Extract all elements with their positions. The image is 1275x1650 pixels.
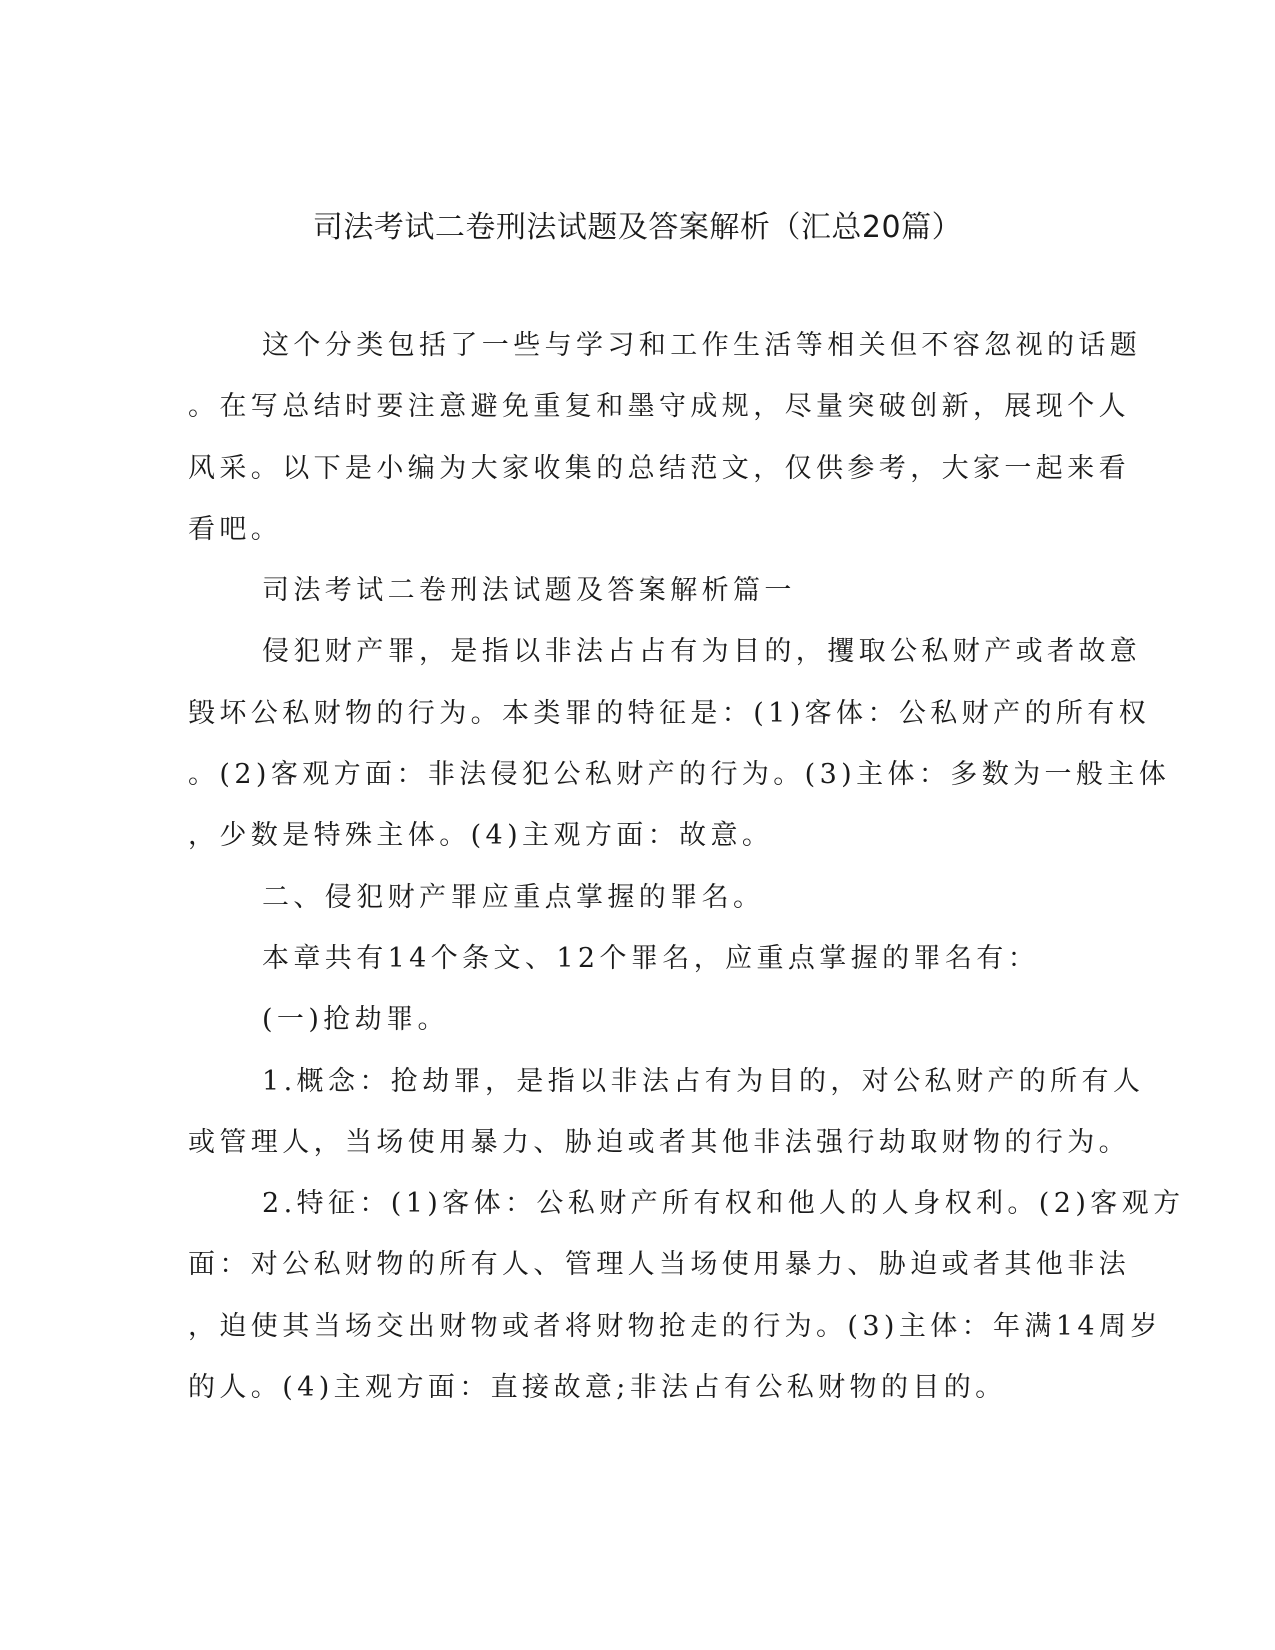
paragraph-line: 1.概念：抢劫罪，是指以非法占有为目的，对公私财产的所有人 <box>262 1065 1145 1097</box>
document-title: 司法考试二卷刑法试题及答案解析（汇总20篇） <box>312 210 963 245</box>
paragraph-line: 面：对公私财物的所有人、管理人当场使用暴力、胁迫或者其他非法 <box>188 1249 1130 1281</box>
paragraph-line: 这个分类包括了一些与学习和工作生活等相关但不容忽视的话题 <box>262 330 1142 361</box>
paragraph-line: 或管理人，当场使用暴力、胁迫或者其他非法强行劫取财物的行为。 <box>188 1126 1130 1158</box>
paragraph-line: (一)抢劫罪。 <box>262 1004 449 1036</box>
paragraph-line: 。(2)客观方面：非法侵犯公私财产的行为。(3)主体：多数为一般主体 <box>188 759 1171 791</box>
paragraph-line: 本章共有14个条文、12个罪名，应重点掌握的罪名有： <box>262 942 1040 974</box>
section-heading: 司法考试二卷刑法试题及答案解析篇一 <box>262 575 796 607</box>
document-body <box>188 330 1185 1434</box>
paragraph-line: 的人。(4)主观方面：直接故意;非法占有公私财物的目的。 <box>188 1372 1007 1404</box>
paragraph-line: 风采。以下是小编为大家收集的总结范文，仅供参考，大家一起来看 <box>188 452 1130 484</box>
paragraph-line: 看吧。 <box>188 513 283 545</box>
paragraph-line: 。在写总结时要注意避免重复和墨守成规，尽量突破创新，展现个人 <box>188 391 1130 423</box>
paragraph-line: 侵犯财产罪，是指以非法占占有为目的，攫取公私财产或者故意 <box>262 636 1142 668</box>
paragraph-line: 毁坏公私财物的行为。本类罪的特征是：(1)客体：公私财产的所有权 <box>188 697 1151 729</box>
paragraph-line: 二、侵犯财产罪应重点掌握的罪名。 <box>262 881 765 913</box>
paragraph-line: 2.特征：(1)客体：公私财产所有权和他人的人身权利。(2)客观方 <box>262 1188 1185 1220</box>
paragraph-line: ，迫使其当场交出财物或者将财物抢走的行为。(3)主体：年满14周岁 <box>188 1310 1162 1342</box>
paragraph-line: ，少数是特殊主体。(4)主观方面：故意。 <box>188 820 774 852</box>
